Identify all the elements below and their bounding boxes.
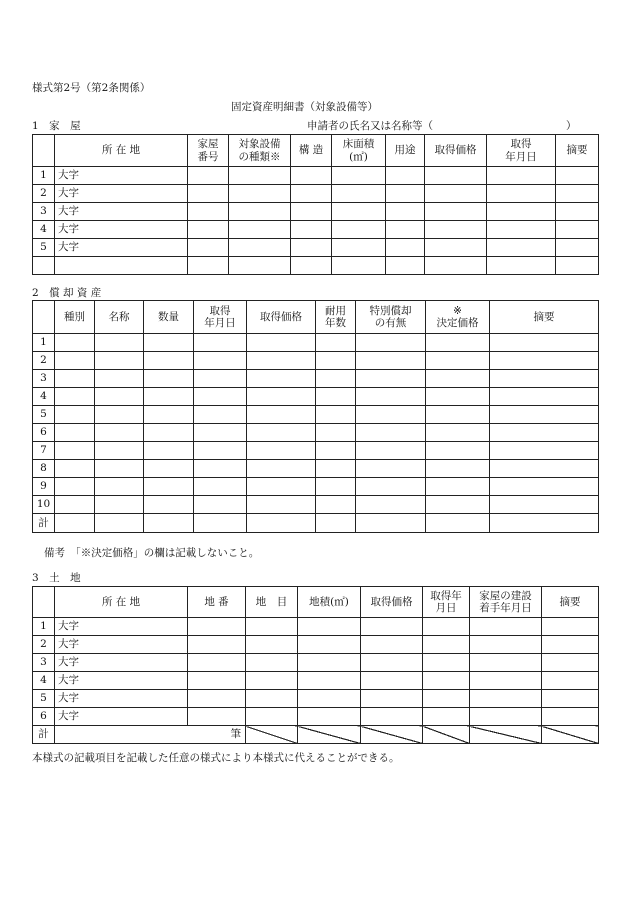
diagonal-cell: [361, 726, 423, 744]
header-acquisition-date: 取得 年月日: [487, 135, 556, 167]
location-cell[interactable]: 大字: [55, 618, 188, 636]
header-structure: 構 造: [291, 135, 332, 167]
section2-heading: 2 償 却 資 産: [32, 287, 102, 299]
table-row: [33, 388, 599, 406]
applicant-close: ）: [566, 120, 577, 132]
row-number: 5: [33, 690, 55, 708]
total-label: 計: [33, 514, 55, 533]
table-row: [33, 478, 599, 496]
header-acquisition-price: 取得価格: [247, 301, 316, 334]
header-acquisition-price: 取得価格: [361, 587, 423, 618]
header-acquisition-date: 取得 年月日: [194, 301, 247, 334]
table-row: [33, 221, 599, 239]
row-number: 4: [33, 388, 55, 406]
row-number: 8: [33, 460, 55, 478]
header-remarks: 摘要: [490, 301, 599, 334]
diagonal-cell: [470, 726, 542, 744]
diagonal-cell: [423, 726, 470, 744]
location-cell[interactable]: 大字: [55, 708, 188, 726]
location-cell[interactable]: 大字: [55, 185, 188, 203]
row-number: 1: [33, 167, 55, 185]
table-row: [33, 654, 599, 672]
header-special-depreciation: 特別償却 の有無: [356, 301, 426, 334]
diagonal-cell: [542, 726, 599, 744]
header-kind: 種別: [55, 301, 95, 334]
remarks-note: 備考 「※決定価格」の欄は記載しないこと。: [44, 547, 260, 559]
header-name: 名称: [95, 301, 144, 334]
table-row: [33, 239, 599, 257]
table-row: [33, 257, 599, 275]
diagonal-cell: [298, 726, 361, 744]
table-row: [33, 203, 599, 221]
header-decided-price: ※ 決定価格: [426, 301, 490, 334]
location-cell[interactable]: 大字: [55, 672, 188, 690]
header-floor-area: 床面積 (㎡): [332, 135, 386, 167]
header-blank: [33, 587, 55, 618]
row-number: 9: [33, 478, 55, 496]
table-row: [33, 442, 599, 460]
header-construction-start: 家屋の建設 着手年月日: [470, 587, 542, 618]
section3-heading: 3 土 地: [32, 572, 81, 584]
land-table: [32, 586, 599, 744]
footer-note: 本様式の記載項目を記載した任意の様式により本様式に代えることができる。: [32, 752, 400, 764]
header-location: 所 在 地: [55, 135, 188, 167]
assets-table-header: [33, 301, 599, 334]
total-label: 計: [33, 726, 55, 744]
location-cell[interactable]: [55, 257, 188, 275]
header-useful-life: 耐用 年数: [316, 301, 356, 334]
header-blank: [33, 135, 55, 167]
table-row: [33, 370, 599, 388]
depreciable-assets-table: [32, 300, 599, 533]
row-number: 1: [33, 618, 55, 636]
row-number: 3: [33, 203, 55, 221]
row-number: 2: [33, 636, 55, 654]
header-location: 所 在 地: [55, 587, 188, 618]
header-remarks: 摘要: [556, 135, 599, 167]
total-parcels-cell[interactable]: [55, 726, 246, 744]
row-number: 1: [33, 334, 55, 352]
header-blank: [33, 301, 55, 334]
location-cell[interactable]: 大字: [55, 690, 188, 708]
location-cell[interactable]: 大字: [55, 636, 188, 654]
header-house-number: 家屋 番号: [188, 135, 229, 167]
header-lot-number: 地 番: [188, 587, 246, 618]
table-row: [33, 406, 599, 424]
table-row: [33, 424, 599, 442]
row-number: 5: [33, 406, 55, 424]
header-equipment-type: 対象設備 の種類※: [229, 135, 291, 167]
header-usage: 用途: [386, 135, 425, 167]
row-number: 6: [33, 424, 55, 442]
header-quantity: 数量: [144, 301, 194, 334]
row-number: [33, 257, 55, 275]
form-number: 様式第2号（第2条関係）: [32, 82, 151, 94]
table-row: [33, 618, 599, 636]
row-number: 4: [33, 221, 55, 239]
land-table-header: [33, 587, 599, 618]
section1-heading: 1 家 屋: [32, 120, 81, 132]
house-table: [32, 134, 599, 275]
table-row: [33, 636, 599, 654]
row-number: 5: [33, 239, 55, 257]
table-row: [33, 672, 599, 690]
header-remarks: 摘要: [542, 587, 599, 618]
row-number: 4: [33, 672, 55, 690]
total-row: [33, 514, 599, 533]
row-number: 3: [33, 370, 55, 388]
table-row: [33, 708, 599, 726]
total-row: [33, 726, 599, 744]
row-number: 3: [33, 654, 55, 672]
row-number: 7: [33, 442, 55, 460]
header-acquisition-date: 取得年 月日: [423, 587, 470, 618]
table-row: [33, 352, 599, 370]
table-row: [33, 167, 599, 185]
house-table-header: [33, 135, 599, 167]
table-row: [33, 334, 599, 352]
diagonal-cell: [246, 726, 298, 744]
table-row: [33, 185, 599, 203]
location-cell[interactable]: 大字: [55, 203, 188, 221]
location-cell[interactable]: 大字: [55, 654, 188, 672]
parcel-unit: 筆: [230, 728, 241, 741]
header-land-area: 地積(㎡): [298, 587, 361, 618]
location-cell[interactable]: 大字: [55, 167, 188, 185]
location-cell[interactable]: 大字: [55, 239, 188, 257]
table-row: [33, 496, 599, 514]
location-cell[interactable]: 大字: [55, 221, 188, 239]
applicant-label: 申請者の氏名又は名称等（: [307, 120, 433, 132]
table-row: [33, 690, 599, 708]
form-title: 固定資産明細書（対象設備等）: [231, 101, 378, 113]
table-row: [33, 460, 599, 478]
header-land-category: 地 目: [246, 587, 298, 618]
row-number: 10: [33, 496, 55, 514]
row-number: 6: [33, 708, 55, 726]
row-number: 2: [33, 185, 55, 203]
header-acquisition-price: 取得価格: [425, 135, 487, 167]
row-number: 2: [33, 352, 55, 370]
